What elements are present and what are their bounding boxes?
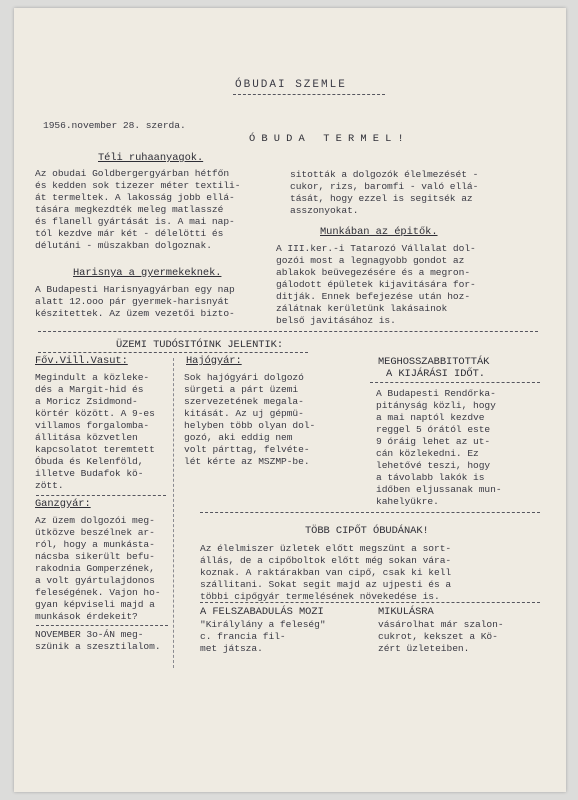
article-line: Sok hajógyári dolgozó bbox=[184, 372, 304, 383]
article-line: zálátnak kerületünk lakásainok bbox=[276, 303, 448, 314]
article-line: a távolabb lakók is bbox=[376, 472, 485, 483]
article-line: illetve Budafok kö- bbox=[35, 468, 144, 479]
article-line: cán közlekedni. Ez bbox=[376, 448, 479, 459]
article-line: ablakok beüvegezésére és a megron- bbox=[276, 267, 471, 278]
article-line: nácsba sikerült befu- bbox=[35, 551, 155, 562]
article-line: tását, hogy ezzel is segitsék az bbox=[290, 193, 473, 204]
heading-mikulasra: MIKULÁSRA bbox=[378, 606, 434, 618]
article-line: Az élelmiszer üzletek előtt megszünt a sort- bbox=[200, 543, 452, 554]
article-line: A III.ker.-i Tatarozó Vállalat dol- bbox=[276, 243, 476, 254]
heading-munkaban-az-epitok: Munkában az épitők. bbox=[320, 226, 438, 238]
reports-underline bbox=[38, 352, 308, 353]
article-line: A Budapesti Harisnyagyárban egy nap bbox=[35, 284, 235, 295]
article-line: időben eljussanak mun- bbox=[376, 484, 502, 495]
article-line: sitották a dolgozók élelmezését - bbox=[290, 169, 479, 180]
article-line: kapcsolatot teremtett bbox=[35, 444, 155, 455]
article-line: és flanell gyártását is. A mai nap- bbox=[35, 216, 235, 227]
article-line: vásárolhat már szalon- bbox=[378, 619, 504, 630]
article-line: belső javitásához is. bbox=[276, 315, 396, 326]
article-line: feleségének. Vajon ho- bbox=[35, 587, 161, 598]
kijarasi-underline bbox=[370, 382, 540, 383]
short-divider bbox=[36, 495, 166, 496]
article-line: lehetővé teszi, hogy bbox=[376, 460, 491, 471]
dateline: 1956.november 28. szerda. bbox=[43, 120, 186, 131]
heading-teli-ruhaanyagok: Téli ruhaanyagok. bbox=[98, 152, 204, 164]
article-line: ditják. Ennek befejezése után hoz- bbox=[276, 291, 471, 302]
article-line: a volt gyártulajdonos bbox=[35, 575, 155, 586]
article-line: NOVEMBER 3o-ÁN meg- bbox=[35, 629, 144, 640]
article-line: pitányság közli, hogy bbox=[376, 400, 496, 411]
article-line: Megindult a közleke- bbox=[35, 372, 150, 383]
article-line: "Királylány a feleség" bbox=[200, 619, 326, 630]
article-line: zért üzleteiben. bbox=[378, 643, 470, 654]
article-line: sürgeti a párt üzemi bbox=[184, 384, 299, 395]
article-line: a mai naptól kezdve bbox=[376, 412, 485, 423]
article-line: cukrot, kekszet a Kö- bbox=[378, 631, 498, 642]
article-line: villamos forgalomba- bbox=[35, 420, 150, 431]
article-line: kahelyükre. bbox=[376, 496, 439, 507]
heading-kijarasi-2: A KIJÁRÁSI IDŐT. bbox=[386, 368, 485, 380]
article-line: rakodnia Gomperzének, bbox=[35, 563, 155, 574]
heading-fov-vill-vasut: Főv.Vill.Vasut: bbox=[35, 355, 128, 367]
article-line: c. francia fil- bbox=[200, 631, 286, 642]
heading-harisnya: Harisnya a gyermekeknek. bbox=[73, 267, 222, 279]
article-line: lét kérte az MSZMP-be. bbox=[184, 456, 310, 467]
newsletter-page bbox=[14, 8, 566, 792]
article-line: gálodott épületek kijavitására for- bbox=[276, 279, 476, 290]
article-line: volt párttag, felvéte- bbox=[184, 444, 310, 455]
article-line: állás, de a cipőboltok előtt még sokan vára- bbox=[200, 555, 452, 566]
article-line: körtér között. A 9-es bbox=[35, 408, 155, 419]
article-line: koznak. A raktárakban van cipő, csak ki kell bbox=[200, 567, 452, 578]
article-line: gyan képviseli majd a bbox=[35, 599, 155, 610]
article-line: többi cipőgyár termelésének növekedése is. bbox=[200, 591, 440, 602]
article-line: tására megkezdték meleg matlasszé bbox=[35, 204, 224, 215]
article-line: alatt 12.ooo pár gyermek-harisnyát bbox=[35, 296, 230, 307]
article-line: reggel 5 órától este bbox=[376, 424, 491, 435]
heading-uzemi-tudositoink: ÜZEMI TUDÓSITÓINK JELENTIK: bbox=[116, 339, 284, 351]
article-line: zött. bbox=[35, 480, 64, 491]
section-divider bbox=[38, 331, 538, 332]
heading-ganzgyar: Ganzgyár: bbox=[35, 498, 91, 510]
article-line: cukor, rizs, baromfi - való ellá- bbox=[290, 181, 479, 192]
article-line: át termeltek. A lakosság jobb ellá- bbox=[35, 192, 235, 203]
article-line: A Budapesti Rendőrka- bbox=[376, 388, 496, 399]
article-line: gozói most a legnagyobb gondot az bbox=[276, 255, 465, 266]
article-line: asszonyokat. bbox=[290, 205, 359, 216]
article-line: 9 óráig lehet az ut- bbox=[376, 436, 491, 447]
article-line: dés a Margit-hid és bbox=[35, 384, 144, 395]
masthead-underline bbox=[233, 94, 385, 95]
article-line: Óbuda és Kelenföld, bbox=[35, 456, 144, 467]
article-line: készitettek. Az üzem vezetői bizto- bbox=[35, 308, 235, 319]
article-line: szervezetének megala- bbox=[184, 396, 304, 407]
short-divider bbox=[36, 625, 168, 626]
article-line: állitása közvetlen bbox=[35, 432, 138, 443]
section-divider bbox=[200, 602, 540, 603]
article-line: szünik a szesztilalom. bbox=[35, 641, 161, 652]
heading-kijarasi-1: MEGHOSSZABBITOTTÁK bbox=[378, 356, 490, 368]
article-line: szállitani. Sokat segit majd az ujpesti és a bbox=[200, 579, 452, 590]
heading-hajogyar: Hajógyár: bbox=[186, 355, 242, 367]
section-divider bbox=[200, 512, 540, 513]
article-line: Az obudai Goldbergergyárban hétfőn bbox=[35, 168, 230, 179]
heading-felszabadulas-mozi: A FELSZABADULÁS MOZI bbox=[200, 606, 324, 618]
article-line: helyben több olyan dol- bbox=[184, 420, 316, 431]
article-line: ról, hogy a munkásta- bbox=[35, 539, 155, 550]
heading-tobb-cipot: TÖBB CIPŐT ÓBUDÁNAK! bbox=[305, 525, 429, 537]
section-title: Ó B U D A T E R M E L ! bbox=[249, 133, 404, 145]
article-line: kitását. Az uj gépmü- bbox=[184, 408, 304, 419]
column-divider bbox=[173, 358, 174, 668]
article-line: és kedden sok tizezer méter textili- bbox=[35, 180, 241, 191]
article-line: Az üzem dolgozói meg- bbox=[35, 515, 155, 526]
article-line: délutáni - müszakban dolgoznak. bbox=[35, 240, 212, 251]
article-line: munkások érdekeit? bbox=[35, 611, 138, 622]
masthead: ÓBUDAI SZEMLE bbox=[235, 79, 347, 91]
article-line: gozó, aki eddig nem bbox=[184, 432, 293, 443]
article-line: met játsza. bbox=[200, 643, 263, 654]
article-line: a Moricz Zsidmond- bbox=[35, 396, 138, 407]
article-line: ütközve beszélnek ar- bbox=[35, 527, 155, 538]
article-line: tól kezdve már két - délelötti és bbox=[35, 228, 224, 239]
